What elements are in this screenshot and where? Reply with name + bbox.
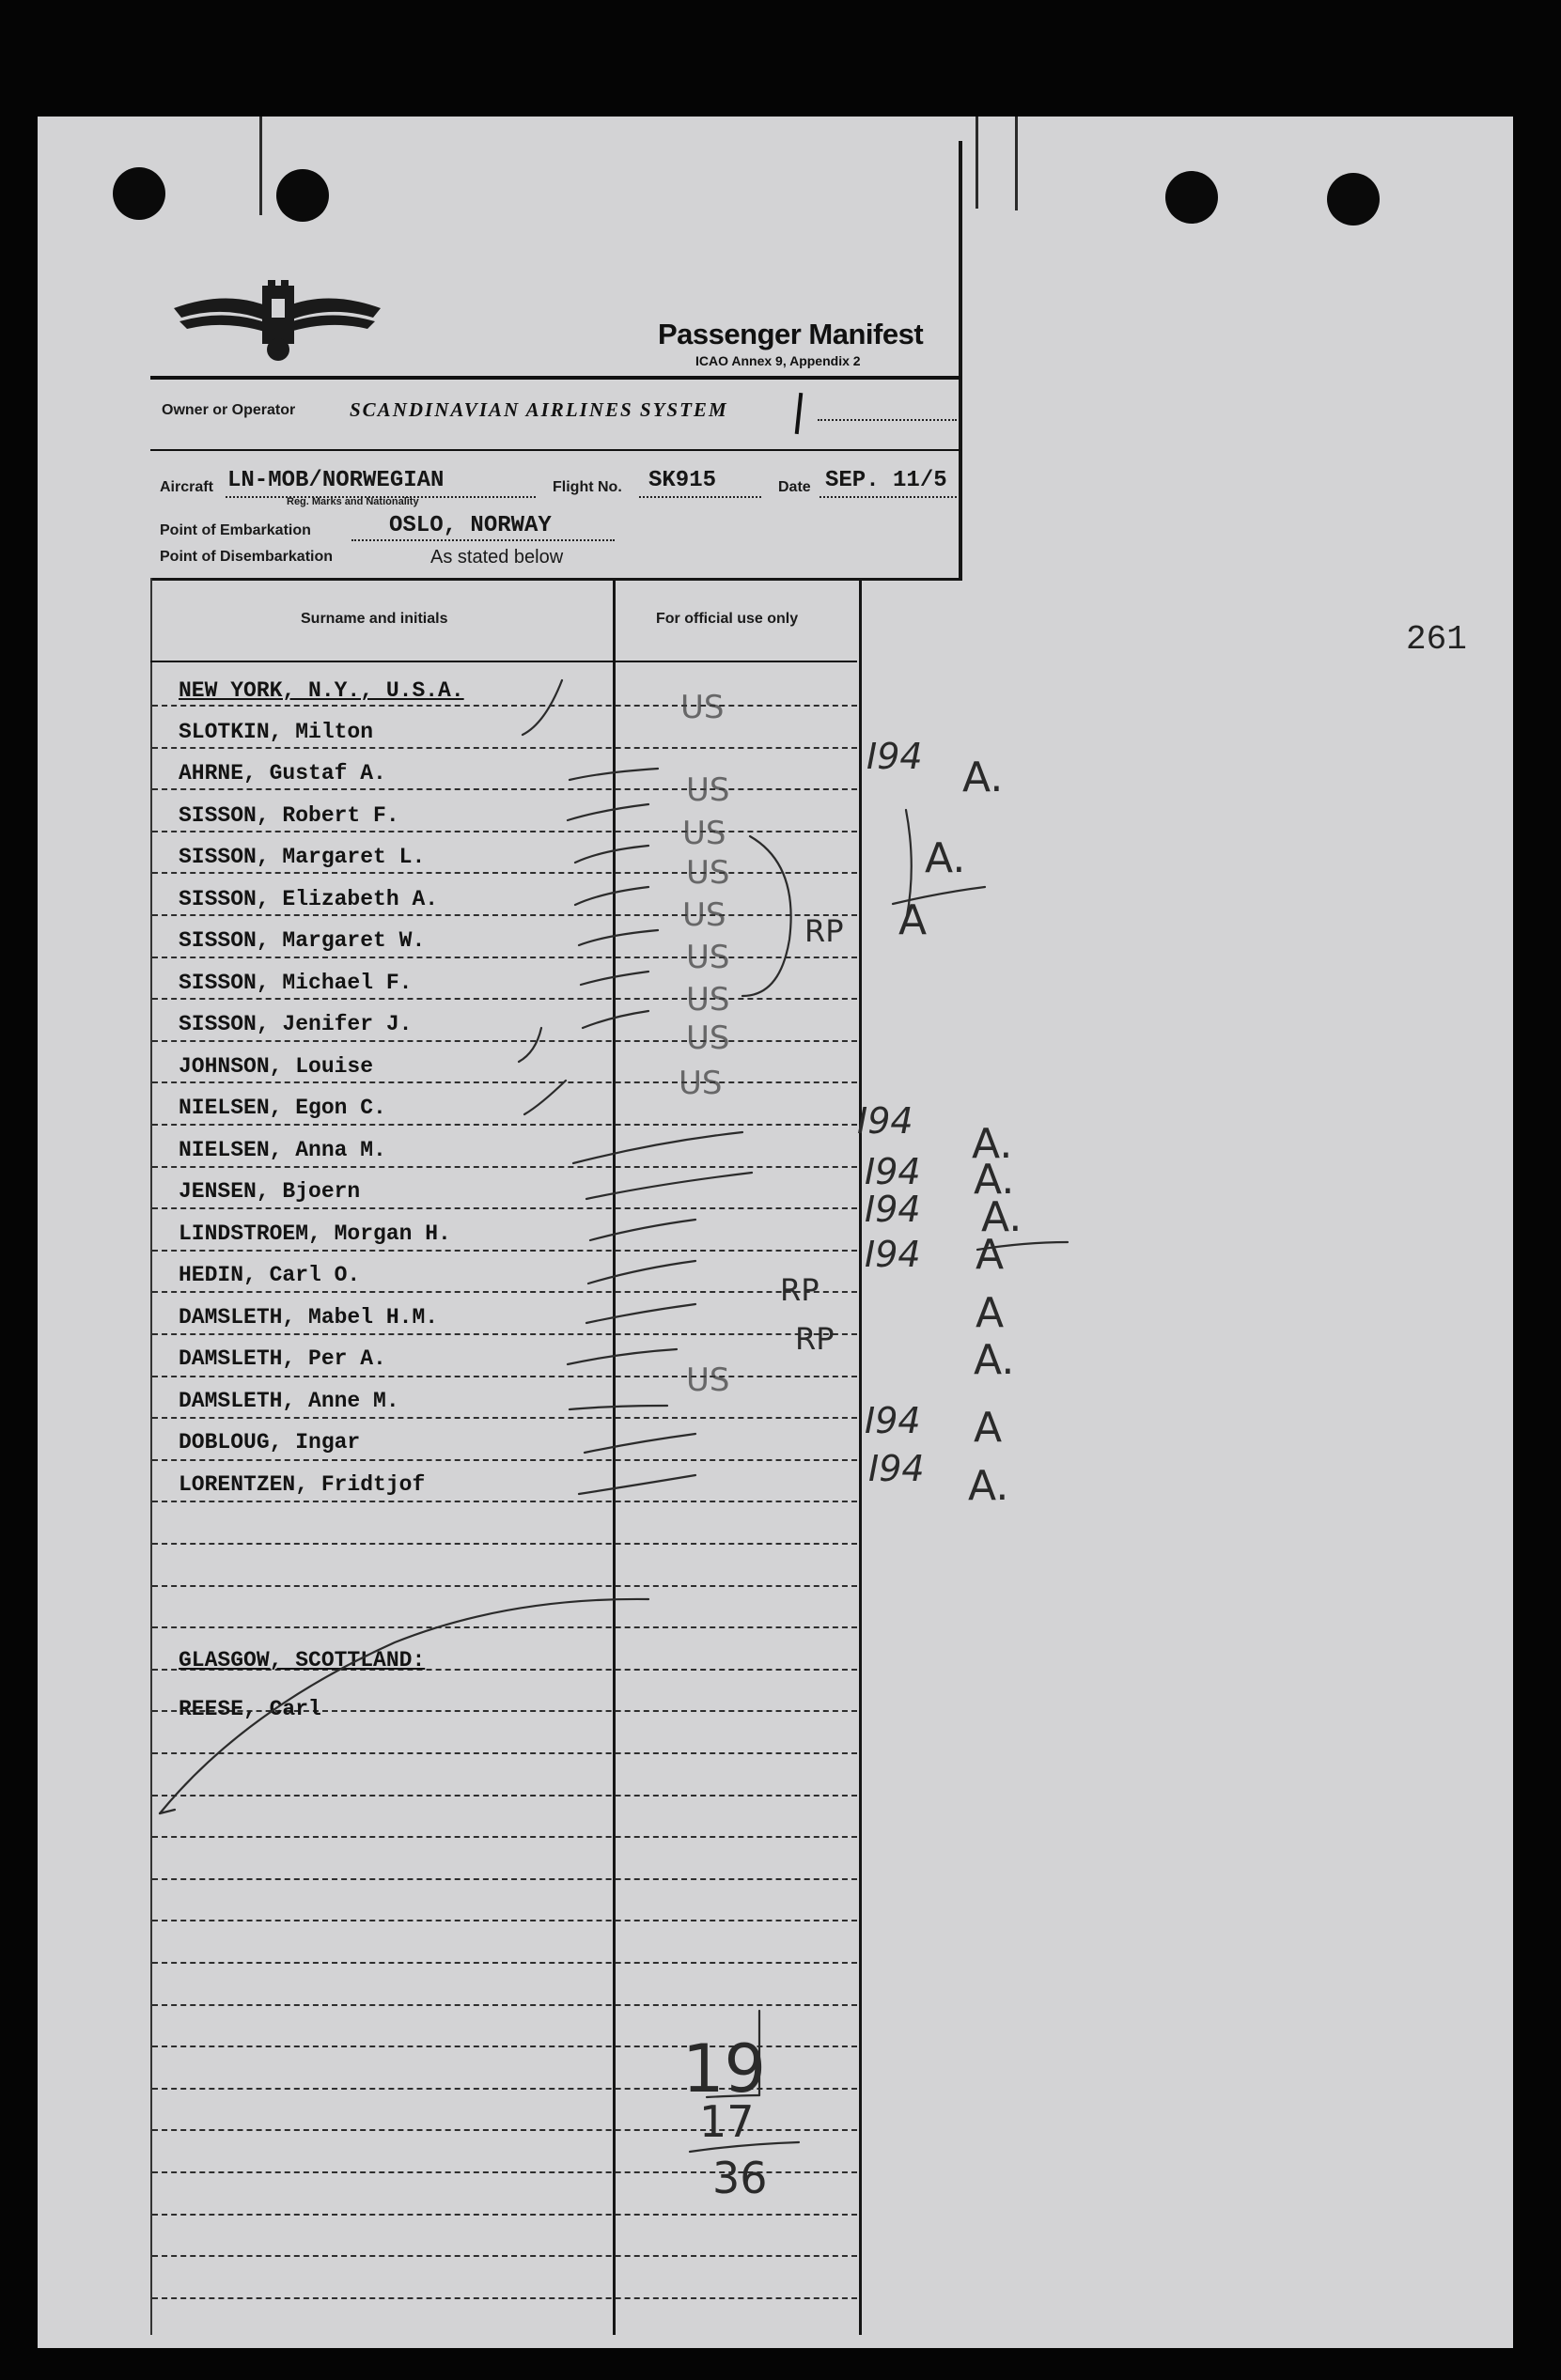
owner-value: SCANDINAVIAN AIRLINES SYSTEM — [350, 398, 728, 421]
form-subtitle: ICAO Annex 9, Appendix 2 — [695, 353, 861, 368]
i94-mark: I94 — [865, 1400, 921, 1441]
passenger-entry: REESE, Carl — [179, 1697, 321, 1721]
rp-mark: RP — [804, 913, 844, 949]
official-code: US — [686, 771, 730, 809]
destination-heading: GLASGOW, SCOTTLAND: — [179, 1648, 426, 1672]
passenger-entry: HEDIN, Carl O. — [179, 1263, 361, 1287]
passenger-entry: JENSEN, Bjoern — [179, 1179, 361, 1204]
passenger-entry: SISSON, Jenifer J. — [179, 1012, 413, 1036]
i94-mark: I94 — [865, 1189, 921, 1230]
official-code: US — [686, 854, 730, 892]
a-mark: A. — [962, 754, 1004, 801]
official-code: US — [679, 1065, 723, 1102]
tally-total: 36 — [712, 2153, 768, 2203]
owner-label: Owner or Operator — [162, 402, 296, 418]
passenger-entry: SISSON, Elizabeth A. — [179, 887, 439, 911]
passenger-entry: DOBLOUG, Ingar — [179, 1430, 361, 1454]
a-mark: A. — [974, 1156, 1015, 1204]
a-mark: A — [974, 1404, 1003, 1452]
date-label: Date — [778, 479, 811, 495]
a-mark: A. — [968, 1462, 1009, 1510]
flight-no-label: Flight No. — [553, 479, 622, 495]
passenger-entry: SLOTKIN, Milton — [179, 720, 374, 744]
i94-mark: I94 — [865, 1151, 921, 1192]
passenger-entry: DAMSLETH, Anne M. — [179, 1389, 399, 1413]
passenger-entry: DAMSLETH, Per A. — [179, 1346, 386, 1371]
official-code: US — [680, 689, 725, 726]
embarkation-value: OSLO, NORWAY — [389, 513, 552, 538]
passenger-entry: JOHNSON, Louise — [179, 1054, 374, 1079]
tally-total: 17 — [699, 2096, 755, 2147]
a-mark: A. — [972, 1120, 1013, 1168]
a-mark: A — [976, 1289, 1005, 1337]
passenger-entry: AHRNE, Gustaf A. — [179, 761, 386, 786]
official-code: US — [682, 815, 726, 852]
passenger-entry: SISSON, Margaret L. — [179, 845, 426, 869]
passenger-entry: SISSON, Margaret W. — [179, 928, 426, 953]
rp-mark: RP — [780, 1272, 820, 1308]
disembarkation-label: Point of Disembarkation — [160, 549, 334, 565]
aircraft-value: LN-MOB/NORWEGIAN — [227, 468, 445, 493]
passenger-entry: LINDSTROEM, Morgan H. — [179, 1221, 451, 1246]
a-mark: A. — [974, 1336, 1015, 1384]
page-number: 261 — [1406, 620, 1467, 659]
passenger-entry: SISSON, Michael F. — [179, 971, 413, 995]
official-code: US — [686, 1019, 730, 1057]
form-title: Passenger Manifest — [658, 318, 924, 350]
official-code: US — [686, 939, 730, 976]
i94-mark: I94 — [865, 1234, 921, 1275]
date-value: SEP. 11/5 — [825, 468, 947, 493]
rp-mark: RP — [795, 1321, 835, 1357]
tally-total: 19 — [682, 2030, 767, 2108]
a-mark: A. — [925, 834, 966, 882]
column-header-official: For official use only — [656, 611, 799, 627]
embarkation-label: Point of Embarkation — [160, 522, 311, 538]
official-code: US — [682, 896, 726, 934]
destination-heading: NEW YORK, N.Y., U.S.A. — [179, 678, 464, 703]
reg-marks-note: Reg. Marks and Nationality — [287, 496, 419, 507]
column-header-names: Surname and initials — [301, 611, 448, 627]
a-mark: A — [976, 1231, 1005, 1279]
i94-mark: I94 — [868, 1448, 925, 1489]
official-code: US — [686, 981, 730, 1019]
passenger-entry: NIELSEN, Egon C. — [179, 1096, 386, 1120]
passenger-entry: NIELSEN, Anna M. — [179, 1138, 386, 1162]
i94-mark: I94 — [857, 1100, 913, 1142]
a-mark: A. — [981, 1193, 1022, 1241]
passenger-entry: SISSON, Robert F. — [179, 803, 399, 828]
disembarkation-value: As stated below — [430, 547, 564, 568]
aircraft-label: Aircraft — [160, 479, 213, 495]
i94-mark: I94 — [866, 736, 923, 777]
passenger-entry: LORENTZEN, Fridtjof — [179, 1472, 426, 1497]
a-mark: A — [898, 896, 928, 944]
passenger-entry: DAMSLETH, Mabel H.M. — [179, 1305, 439, 1330]
flight-no-value: SK915 — [648, 468, 717, 493]
official-code: US — [686, 1361, 730, 1399]
